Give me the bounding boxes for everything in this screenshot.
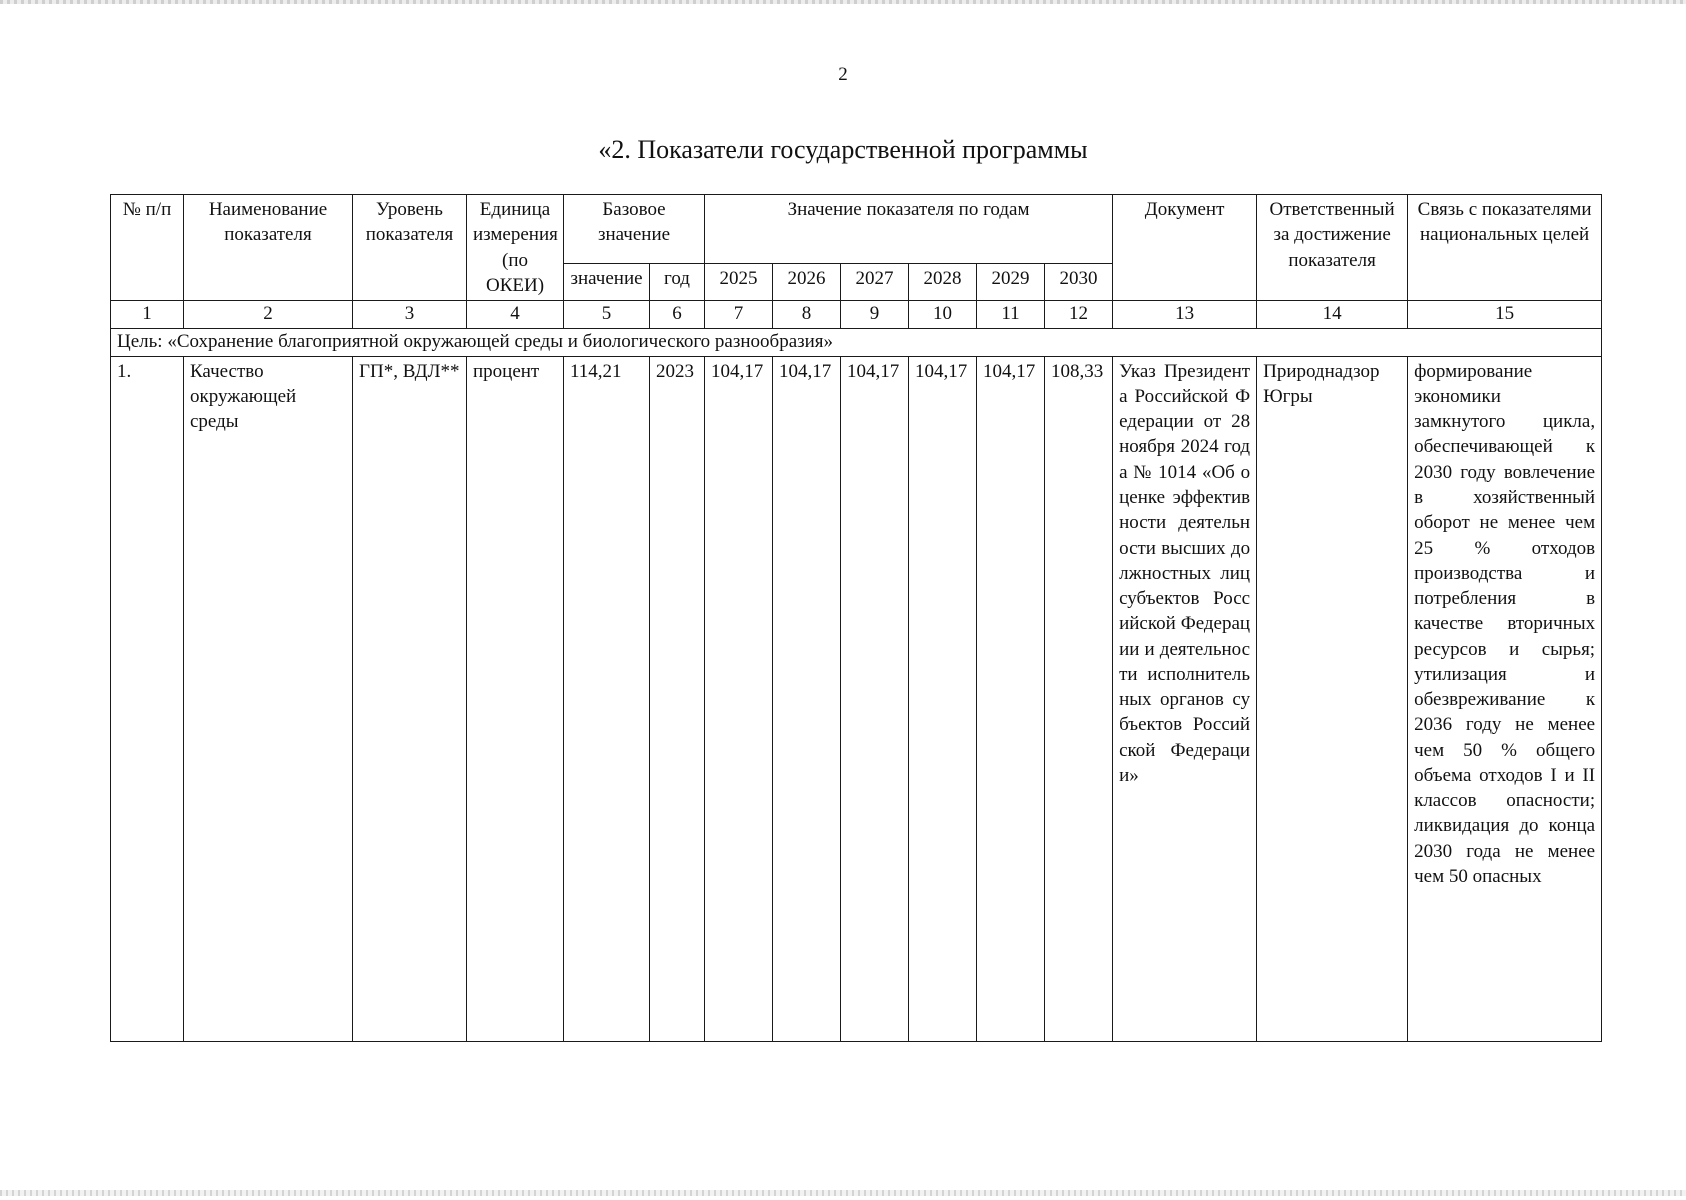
row-no: 1. bbox=[111, 356, 184, 1041]
row-link: формирование экономики замкнутого цикла, обеспечивающей к 2030 году вовлечение в хозяйственный оборот не менее чем 25 % отходов производства и потребления в качестве вторичных ресурсов и сырья; утилизация и обезвреживание к 2036 году не менее чем 50 % общего объема отходов I и II классов опасности; ликвидация до конца 2030 года не менее чем 50 опасных bbox=[1408, 356, 1602, 1041]
column-number: 1 bbox=[111, 301, 184, 329]
row-base-year: 2023 bbox=[650, 356, 705, 1041]
goal-text: Цель: «Сохранение благоприятной окружающей среды и биологического разнообразия» bbox=[111, 328, 1602, 356]
header-year-2028: 2028 bbox=[909, 263, 977, 300]
table-row bbox=[111, 356, 1602, 1041]
column-number: 13 bbox=[1113, 301, 1257, 329]
column-number: 6 bbox=[650, 301, 705, 329]
row-unit: процент bbox=[467, 356, 564, 1041]
column-number: 5 bbox=[564, 301, 650, 329]
row-name: Качество окружающей среды bbox=[184, 356, 353, 1041]
header-document: Документ bbox=[1113, 195, 1257, 301]
column-number: 15 bbox=[1408, 301, 1602, 329]
row-value-2028: 104,17 bbox=[909, 356, 977, 1041]
header-row-1 bbox=[111, 195, 1602, 264]
header-responsible: Ответственный за достижение показателя bbox=[1257, 195, 1408, 301]
header-base-year: год bbox=[650, 263, 705, 300]
header-base: Базовое значение bbox=[564, 195, 705, 264]
page-number: 2 bbox=[838, 64, 848, 85]
row-level: ГП*, ВДЛ** bbox=[353, 356, 467, 1041]
header-name: Наименование показателя bbox=[184, 195, 353, 301]
row-base-value: 114,21 bbox=[564, 356, 650, 1041]
row-value-2030: 108,33 bbox=[1045, 356, 1113, 1041]
column-number: 14 bbox=[1257, 301, 1408, 329]
row-responsible: Природнадзор Югры bbox=[1257, 356, 1408, 1041]
header-year-2026: 2026 bbox=[773, 263, 841, 300]
indicators-table bbox=[110, 194, 1602, 1042]
row-document: Указ Президента Российской Федерации от 28 ноября 2024 года № 1014 «Об оценке эффективности деятельности высших должностных лиц субъектов Российской Федерации и деятельности исполнительных органов субъектов Российской Федерации» bbox=[1113, 356, 1257, 1041]
column-number: 8 bbox=[773, 301, 841, 329]
header-year-2027: 2027 bbox=[841, 263, 909, 300]
scan-edge-bottom bbox=[0, 1190, 1686, 1196]
row-value-2029: 104,17 bbox=[977, 356, 1045, 1041]
column-number: 7 bbox=[705, 301, 773, 329]
column-number: 12 bbox=[1045, 301, 1113, 329]
header-level: Уровень показателя bbox=[353, 195, 467, 301]
page-title: «2. Показатели государственной программы bbox=[598, 135, 1088, 164]
column-number: 2 bbox=[184, 301, 353, 329]
header-year-2030: 2030 bbox=[1045, 263, 1113, 300]
header-base-value: значение bbox=[564, 263, 650, 300]
row-value-2026: 104,17 bbox=[773, 356, 841, 1041]
header-year-2025: 2025 bbox=[705, 263, 773, 300]
header-no: № п/п bbox=[111, 195, 184, 301]
column-numbers-row bbox=[111, 301, 1602, 329]
goal-row bbox=[111, 328, 1602, 356]
scan-edge-top bbox=[0, 0, 1686, 4]
row-value-2027: 104,17 bbox=[841, 356, 909, 1041]
column-number: 10 bbox=[909, 301, 977, 329]
header-link: Связь с показателями национальных целей bbox=[1408, 195, 1602, 301]
column-number: 3 bbox=[353, 301, 467, 329]
header-year-2029: 2029 bbox=[977, 263, 1045, 300]
header-years: Значение показателя по годам bbox=[705, 195, 1113, 264]
column-number: 4 bbox=[467, 301, 564, 329]
column-number: 9 bbox=[841, 301, 909, 329]
row-value-2025: 104,17 bbox=[705, 356, 773, 1041]
header-unit: Единица измерения (по ОКЕИ) bbox=[467, 195, 564, 301]
column-number: 11 bbox=[977, 301, 1045, 329]
